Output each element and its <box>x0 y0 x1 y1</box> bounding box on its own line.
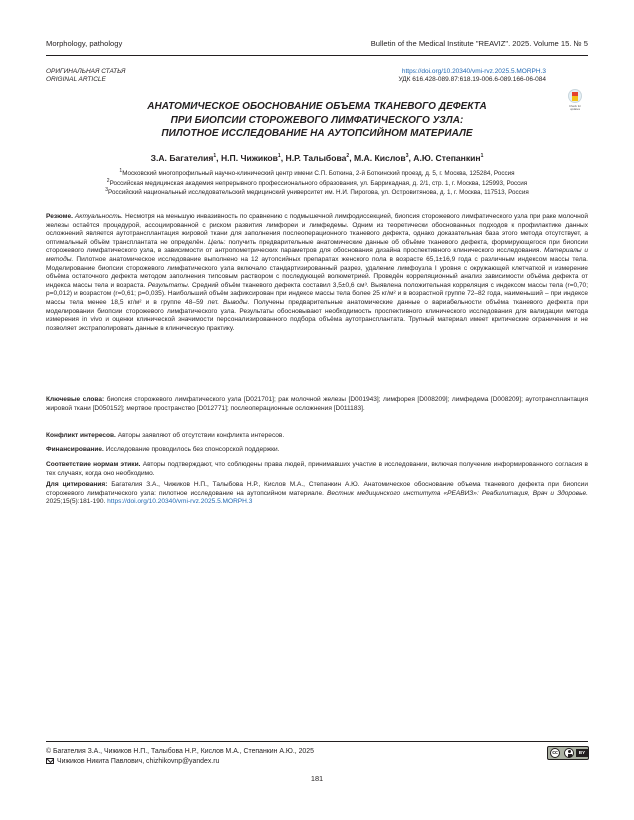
journal-issue: Bulletin of the Medical Institute "REAVIZ". 2025. Volume 15. № 5 <box>370 39 588 48</box>
license-by-label: BY <box>576 749 588 757</box>
title-line: ПРИ БИОПСИИ СТОРОЖЕВОГО ЛИМФАТИЧЕСКОГО УЗЛА: <box>170 114 464 126</box>
title-line: ПИЛОТНОЕ ИССЛЕДОВАНИЕ НА АУТОПСИЙНОМ МАТЕРИАЛЕ <box>161 128 473 139</box>
cc-icon: cc <box>550 748 560 758</box>
cc-license-badge[interactable] <box>547 746 589 760</box>
article-title <box>60 100 574 141</box>
affiliation: $^3$Российский национальный исследовательский медицинский университет им. Н.И. Пирогова, ул. Островитянова, д. 1, г. Москва, 117513, Россия <box>105 187 529 197</box>
article-identifiers <box>398 68 546 85</box>
conflict-of-interest: Конфликт интересов. Авторы заявляют об отсутствии конфликта интересов. <box>46 432 285 439</box>
article-type-en: ORIGINAL ARTICLE <box>46 76 106 84</box>
author: З.А. Багателия$^1$, <box>150 153 221 163</box>
title-line: АНАТОМИЧЕСКОЕ ОБОСНОВАНИЕ ОБЪЕМА ТКАНЕВОГО ДЕФЕКТА <box>147 101 487 112</box>
doi-link[interactable]: https://doi.org/10.20340/vmi-rvz.2025.5.MORPH.3 <box>401 68 546 75</box>
footer-divider <box>46 741 588 742</box>
citation-doi-link[interactable]: https://doi.org/10.20340/vmi-rvz.2025.5.MORPH.3 <box>107 498 253 506</box>
corresponding-author: Чижиков Никита Павлович, chizhikovnp@yandex.ru <box>46 757 314 767</box>
author: Н.Р. Талыбова$^2$, <box>285 153 354 163</box>
funding: Финансирование. Исследование проводилось без спонсорской поддержки. <box>46 446 280 453</box>
affiliation: $^2$Российская медицинская академия непрерывного профессионального образования, ул. Баррикадная, д. 2/1, стр. 1, г. Москва, 125993, Россия <box>106 177 528 187</box>
running-head <box>46 38 588 50</box>
affiliation: $^1$Московский многопрофильный научно-клинический центр имени С.П. Боткина, 2-й Боткинский проезд, д. 5, г. Москва, 125284, Россия <box>119 167 515 177</box>
ethics-statement: Соответствие нормам этики. Авторы подтверждают, что соблюдены права людей, принимавших участие в исследовании, включая получение информированного согласия в тех случаях, когда оно необходимо. <box>46 461 588 477</box>
article-type-ru: ОРИГИНАЛЬНАЯ СТАТЬЯ <box>46 68 126 75</box>
author: Н.П. Чижиков$^1$, <box>220 153 286 163</box>
mail-icon <box>46 758 54 764</box>
attribution-icon <box>564 748 574 758</box>
page-number: 181 <box>310 774 324 783</box>
keywords: Ключевые слова: биопсия сторожевого лимфатического узла [D021701]; рак молочной железы [D001943]; лимфорея [D008209]; лимфедема [D008209]; аутотрансплантация жировой ткани [D050152]; мертвое пространство [D012771]; послеоперационные осложнения [D011183]. <box>46 396 588 412</box>
author: М.А. Кислов$^3$, <box>353 153 414 163</box>
udk-code: УДК 616.428-089.87:618.19-006.6-089.166-06-084 <box>398 76 546 84</box>
copyright-notice: © Багателия З.А., Чижиков Н.П., Талыбова Н.Р., Кислов М.А., Степанкин А.Ю., 2025 <box>46 748 314 755</box>
citation: Для цитирования: Багателия З.А., Чижиков Н.П., Талыбова Н.Р., Кислов М.А., Степанкин А.Ю. Анатомическое обоснование объема тканевого дефекта при биопсии сторожевого лимфатического узла: пилотное исследование на аутопсийном материале. Вестник медицинского института «РЕАВИЗ»: Реабилитация, Врач и Здоровье. 2025;15(5):181-190. https://doi.org/10.20340/vmi-rvz.2025.5.MORPH.3 <box>46 481 588 506</box>
header-divider <box>46 55 588 56</box>
abstract: Резюме. Актуальность. Несмотря на меньшую инвазивность по сравнению с подмышечной лимфодиссекцией, биопсия сторожевого лимфатического узла при раке молочной железы остаётся процедурой, ассоциированной с риском развития лимфореи и лимфедемы. Одним из теоретически обоснованных подходов к профилактике данных осложнений является аутотрансплантация жировой ткани для заполнения послеоперационного тканевого дефекта, однако доказательная база этого метода отсутствует, а оптимальный объём трансплантата не определён. Цель: получить предварительные анатомические данные об объёме тканевого дефекта, формирующегося при биопсии сторожевого лимфатического узла, в зависимости от антропометрических параметров для обоснования дизайна проспективного клинического исследования. Материалы и методы. Пилотное анатомическое исследование выполнено на 12 аутопсийных препаратах женского пола в возрасте 65,1±16,9 года с различным индексом массы тела. Моделирование биопсии сторожевого лимфатического узла включало стандартизированный разрез, удаление лимфоузла I уровня с окружающей клетчаткой и измерение объёма остаточного дефекта методом заполнения типсовым раствором с последующей волюметрией. Проведён корреляционный анализ зависимости объёма дефекта от индекса массы тела и возраста. Результаты. Средний объём тканевого дефекта составил 3,5±0,6 см³. Выявлена положительная корреляция с индексом массы тела (r=0,70; p=0,012) и возрастом (r=0,61; p=0,035). Наибольший объём зафиксирован при индексе массы тела более 25 кг/м² и в возрастной группе 72–82 года, наименьший – при индексе массы тела менее 18,5 кг/м² и в группе 48–59 лет. Выводы. Получены предварительные анатомические данные о вариабельности объёма тканевого дефекта при моделировании биопсии сторожевого лимфатического узла. Результаты обосновывают необходимость проспективного клинического исследования для валидации метода измерения in vivo и оценки клинической значимости персонализированного подбора объёма аутотрансплантата. Трупный материал имеет критические ограничения и не позволяет экстраполировать данные в клиническую практику. <box>46 213 589 332</box>
author-list <box>46 153 588 164</box>
author: А.Ю. Степанкин$^1$ <box>413 153 484 163</box>
affiliations <box>46 169 588 198</box>
section-name: Morphology, pathology <box>46 39 123 48</box>
article-type <box>46 68 125 85</box>
copyright-block <box>46 747 314 766</box>
crossmark-label: Check for updates <box>569 104 581 112</box>
